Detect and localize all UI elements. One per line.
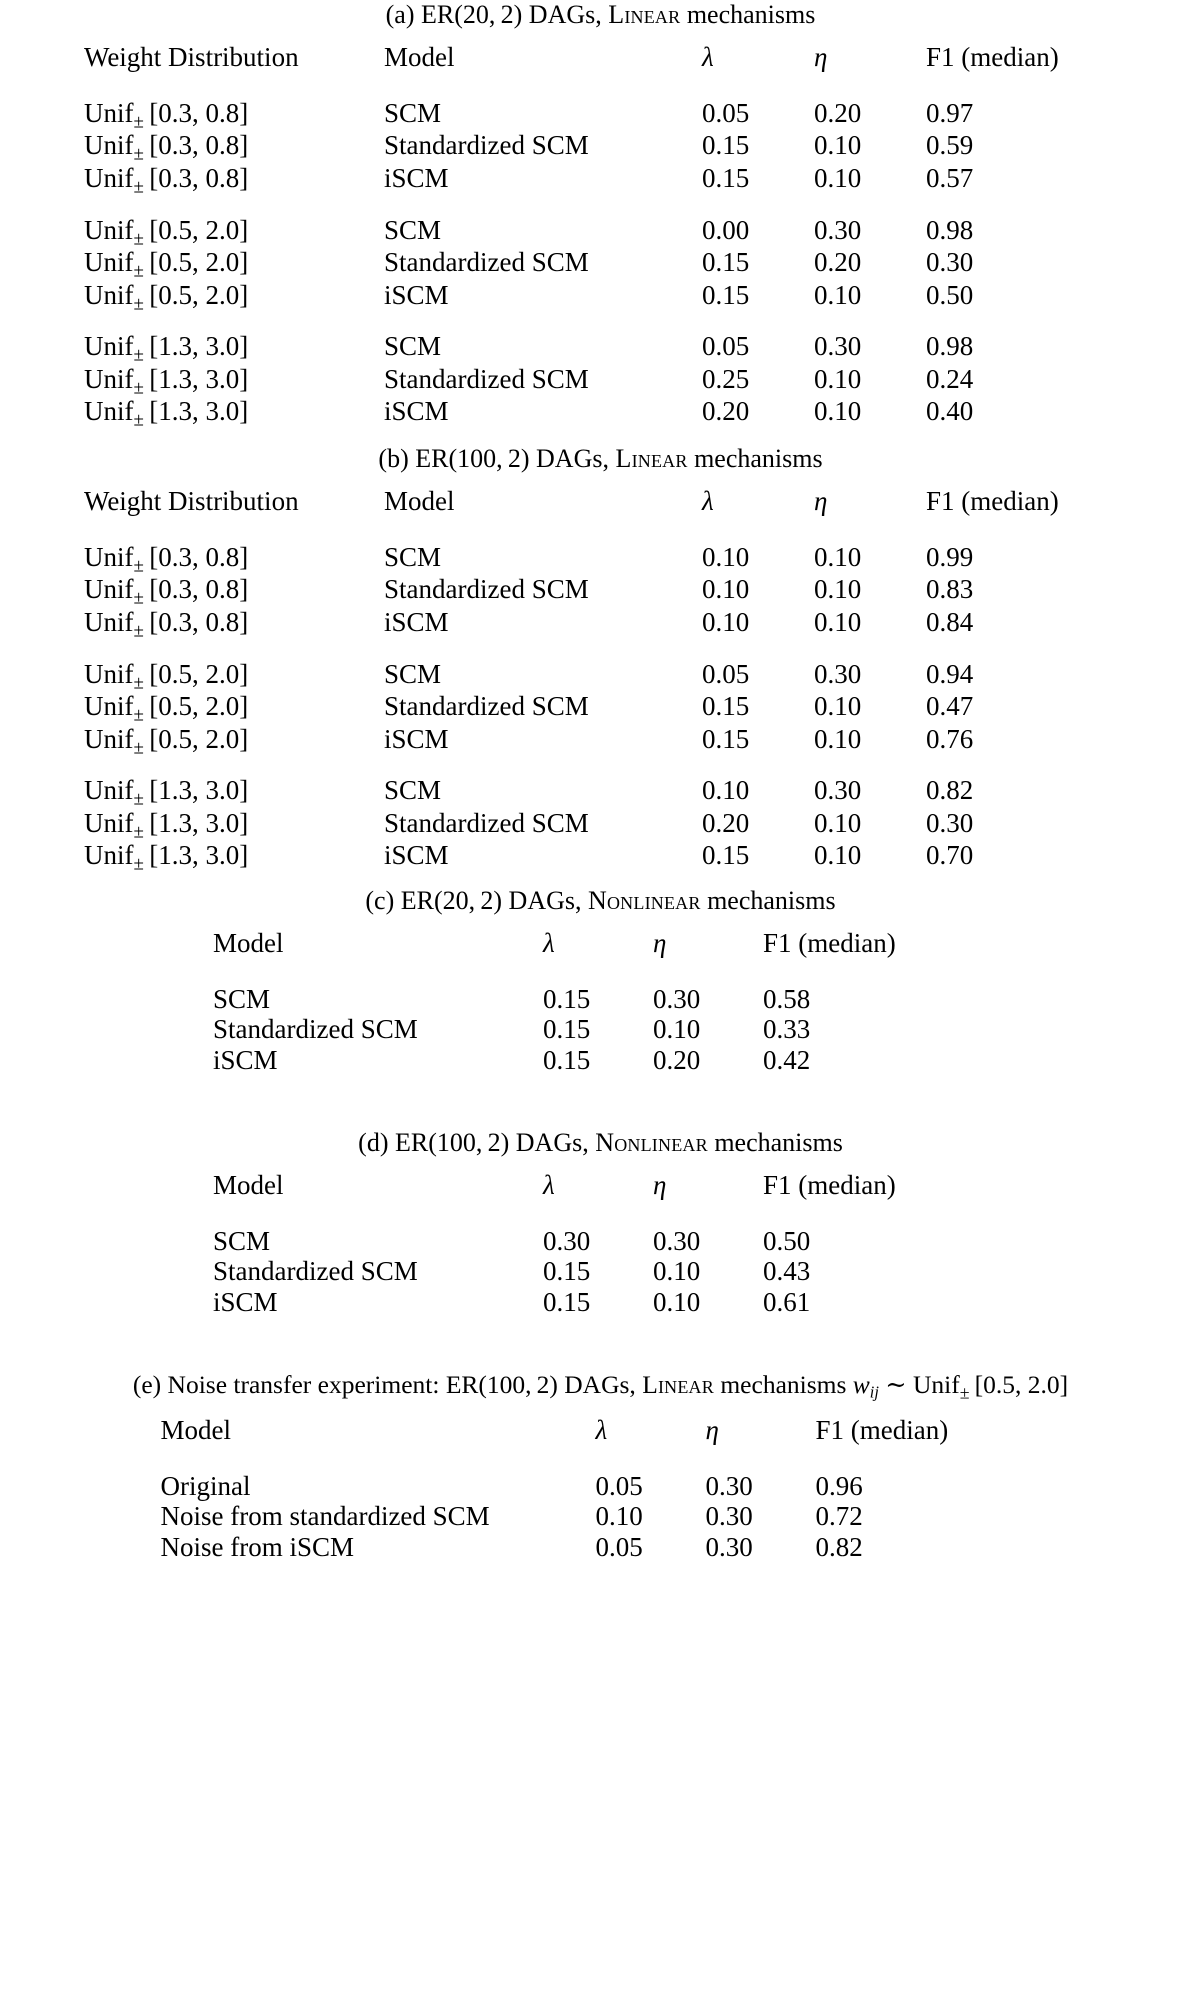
table-row <box>213 1016 988 1047</box>
cell-model: iSCM <box>384 723 449 754</box>
cell-weight: Unif$_\pm$ [1.3, 3.0] <box>84 396 249 432</box>
cell-f1: 0.99 <box>926 541 974 572</box>
cell-f1: 0.24 <box>926 363 974 394</box>
cell-f1: 0.40 <box>926 396 974 427</box>
cell-eta: 0.10 <box>814 607 862 638</box>
caption-a <box>0 0 1201 30</box>
caption-tail-a: mechanisms <box>686 0 816 29</box>
cell-model: SCM <box>213 1225 271 1256</box>
cell-model: iSCM <box>384 607 449 638</box>
table-row <box>84 398 1117 440</box>
cell-f1: 0.61 <box>763 1286 811 1317</box>
col-header-eta: η <box>814 485 828 516</box>
cell-eta: 0.10 <box>814 363 862 394</box>
caption-b <box>0 444 1201 474</box>
cell-model: Standardized SCM <box>213 1256 418 1287</box>
cell-eta: 0.30 <box>705 1501 753 1532</box>
caption-graph-d-c: 2 <box>480 886 494 915</box>
caption-graph-d-block: ER(100, 2) <box>394 1128 510 1157</box>
caption-graph-n-d: 100 <box>436 1128 476 1157</box>
cell-weight: Unif$_\pm$ [0.5, 2.0] <box>84 691 249 726</box>
table-row <box>84 810 1117 843</box>
cell-lambda: 0.20 <box>702 807 750 838</box>
cell-eta: 0.10 <box>814 541 862 572</box>
table-row <box>84 767 1117 810</box>
cell-lambda: 0.25 <box>702 363 750 394</box>
table-row <box>84 366 1117 399</box>
caption-mechanism-b: Linear <box>615 444 688 473</box>
table-row <box>84 693 1117 726</box>
cell-model: Noise from iSCM <box>160 1531 355 1562</box>
cell-f1: 0.84 <box>926 607 974 638</box>
caption-middle-d: DAGs, <box>515 1128 589 1157</box>
table-block-d <box>0 1128 1201 1359</box>
cell-f1: 0.42 <box>763 1044 811 1075</box>
cell-weight: Unif$_\pm$ [0.3, 0.8] <box>84 163 249 198</box>
cell-eta: 0.30 <box>705 1531 753 1562</box>
cell-eta: 0.10 <box>814 574 862 605</box>
col-header-lambda: λ <box>543 1169 555 1200</box>
table-row <box>213 976 988 1017</box>
table-b-header-row <box>84 488 1117 534</box>
table-row <box>161 1534 1041 1574</box>
cell-lambda: 0.15 <box>702 279 750 310</box>
col-header-weight-distribution: Weight Distribution <box>84 485 299 516</box>
cell-f1: 0.94 <box>926 658 974 689</box>
caption-mechanism-a: Linear <box>608 0 681 29</box>
col-header-f1: F1 (median) <box>926 485 1059 516</box>
caption-middle-c: DAGs, <box>508 886 582 915</box>
cell-eta: 0.30 <box>814 331 862 362</box>
table-c <box>213 927 988 1117</box>
table-row <box>84 132 1117 165</box>
table-c-header-row <box>213 930 988 976</box>
caption-graph-d-a: 2 <box>500 0 514 29</box>
table-row <box>213 1258 988 1289</box>
cell-model: iSCM <box>384 840 449 871</box>
cell-f1: 0.30 <box>926 807 974 838</box>
caption-graph-n-a: 20 <box>462 0 489 29</box>
cell-lambda: 0.15 <box>702 723 750 754</box>
table-d <box>213 1169 988 1359</box>
caption-tail-b: mechanisms <box>694 444 823 473</box>
cell-model: Standardized SCM <box>384 807 589 838</box>
caption-label-e: (e) <box>132 1370 162 1399</box>
cell-f1: 0.50 <box>763 1225 811 1256</box>
cell-weight: Unif$_\pm$ [0.5, 2.0] <box>84 214 249 250</box>
table-row <box>84 534 1117 577</box>
cell-lambda: 0.20 <box>702 396 750 427</box>
caption-mechanism-c: Nonlinear <box>588 886 701 915</box>
caption-prefix-e: Noise transfer experiment: <box>167 1370 440 1399</box>
cell-f1: 0.72 <box>815 1501 863 1532</box>
cell-eta: 0.20 <box>814 247 862 278</box>
col-header-f1: F1 (median) <box>763 927 896 958</box>
col-header-lambda: λ <box>702 485 714 516</box>
table-block-e <box>0 1370 1201 1604</box>
cell-f1: 0.76 <box>926 723 974 754</box>
cell-lambda: 0.10 <box>702 574 750 605</box>
caption-graph-e: ER(100, 2) <box>445 1370 558 1399</box>
cell-lambda: 0.15 <box>543 1014 591 1045</box>
cell-lambda: 0.05 <box>595 1531 643 1562</box>
cell-eta: 0.10 <box>814 396 862 427</box>
col-header-model: Model <box>213 1169 284 1200</box>
table-a <box>84 41 1117 471</box>
cell-model: Standardized SCM <box>213 1014 418 1045</box>
cell-f1: 0.43 <box>763 1256 811 1287</box>
cell-model: SCM <box>384 775 442 806</box>
cell-f1: 0.59 <box>926 130 974 161</box>
col-header-eta: η <box>653 927 667 958</box>
cell-f1: 0.33 <box>763 1014 811 1045</box>
cell-model: iSCM <box>384 396 449 427</box>
table-e-body <box>161 1463 1041 1604</box>
cell-model: SCM <box>384 331 442 362</box>
cell-lambda: 0.10 <box>595 1501 643 1532</box>
col-header-model: Model <box>160 1414 231 1445</box>
cell-eta: 0.20 <box>814 97 862 128</box>
col-header-lambda: λ <box>702 41 714 72</box>
cell-f1: 0.70 <box>926 840 974 871</box>
cell-weight: Unif$_\pm$ [1.3, 3.0] <box>84 331 249 366</box>
cell-f1: 0.57 <box>926 163 974 194</box>
caption-graph-n-c: 20 <box>442 886 469 915</box>
caption-graph-b: ER(100, 2) <box>415 444 530 473</box>
col-header-f1: F1 (median) <box>926 41 1059 72</box>
cell-f1: 0.83 <box>926 574 974 605</box>
table-row <box>84 609 1117 651</box>
cell-f1: 0.96 <box>815 1470 863 1501</box>
caption-sim-e: ∼ <box>885 1370 907 1399</box>
cell-eta: 0.10 <box>653 1286 701 1317</box>
cell-lambda: 0.15 <box>702 163 750 194</box>
caption-c <box>0 886 1201 916</box>
cell-weight: Unif$_\pm$ [0.5, 2.0] <box>84 279 249 315</box>
table-row <box>213 1218 988 1259</box>
table-row <box>84 282 1117 324</box>
table-row <box>84 207 1117 250</box>
cell-eta: 0.10 <box>814 691 862 722</box>
cell-f1: 0.50 <box>926 279 974 310</box>
cell-eta: 0.10 <box>814 840 862 871</box>
caption-middle-e: DAGs, <box>564 1370 636 1399</box>
table-row <box>161 1503 1041 1534</box>
cell-f1: 0.98 <box>926 331 974 362</box>
table-row <box>213 1047 988 1087</box>
table-b-body <box>84 534 1117 915</box>
caption-graph-d-d: 2 <box>487 1128 501 1157</box>
cell-f1: 0.47 <box>926 691 974 722</box>
cell-model: Standardized SCM <box>384 247 589 278</box>
table-bottom-rule <box>213 1328 988 1359</box>
table-d-body <box>213 1218 988 1359</box>
table-block-a <box>0 0 1201 470</box>
cell-lambda: 0.05 <box>702 331 750 362</box>
caption-graph-n-e: 100 <box>486 1370 526 1399</box>
caption-mechanism-d: Nonlinear <box>595 1128 708 1157</box>
cell-model: SCM <box>384 97 442 128</box>
cell-lambda: 0.05 <box>595 1470 643 1501</box>
cell-model: Noise from standardized SCM <box>160 1501 490 1532</box>
col-header-model: Model <box>384 485 455 516</box>
caption-mechanism-e: Linear <box>642 1370 714 1399</box>
cell-eta: 0.10 <box>814 163 862 194</box>
cell-model: Original <box>160 1470 251 1501</box>
cell-weight: Unif$_\pm$ [1.3, 3.0] <box>84 807 249 843</box>
col-header-eta: η <box>705 1414 719 1445</box>
caption-tail-e: mechanisms <box>720 1370 847 1399</box>
caption-graph-a: ER(20, 2) <box>421 0 523 29</box>
cell-f1: 0.30 <box>926 247 974 278</box>
cell-eta: 0.20 <box>653 1044 701 1075</box>
cell-eta: 0.10 <box>653 1256 701 1287</box>
caption-tail-c: mechanisms <box>707 886 836 915</box>
caption-d <box>0 1128 1201 1158</box>
cell-weight: Unif$_\pm$ [0.5, 2.0] <box>84 658 249 694</box>
table-block-b <box>0 444 1201 914</box>
cell-model: iSCM <box>384 163 449 194</box>
table-a-body <box>84 90 1117 471</box>
caption-label-c: (c) <box>365 886 395 915</box>
table-row <box>213 1289 988 1329</box>
cell-eta: 0.10 <box>814 279 862 310</box>
caption-label-d: (d) <box>358 1128 389 1157</box>
table-e <box>160 1414 1041 1604</box>
caption-weight-var-e: $w_{ij}$ <box>852 1370 879 1402</box>
cell-lambda: 0.15 <box>702 247 750 278</box>
caption-graph-n-b: 100 <box>457 444 497 473</box>
caption-middle-b: DAGs, <box>536 444 609 473</box>
table-row <box>84 165 1117 207</box>
cell-eta: 0.10 <box>814 807 862 838</box>
cell-weight: Unif$_\pm$ [0.5, 2.0] <box>84 247 249 282</box>
col-header-eta: η <box>653 1169 667 1200</box>
caption-middle-a: DAGs, <box>528 0 602 29</box>
cell-f1: 0.58 <box>763 983 811 1014</box>
cell-model: iSCM <box>213 1044 278 1075</box>
cell-weight: Unif$_\pm$ [1.3, 3.0] <box>84 363 249 399</box>
table-block-c <box>0 886 1201 1117</box>
table-row <box>84 576 1117 609</box>
cell-model: iSCM <box>384 279 449 310</box>
cell-eta: 0.30 <box>653 1225 701 1256</box>
table-d-header-row <box>213 1172 988 1218</box>
cell-eta: 0.30 <box>814 658 862 689</box>
cell-eta: 0.10 <box>653 1014 701 1045</box>
table-a-header-row <box>84 44 1117 90</box>
caption-graph-d-e: 2 <box>536 1370 550 1399</box>
table-c-body <box>213 976 988 1117</box>
cell-f1: 0.98 <box>926 214 974 245</box>
cell-model: Standardized SCM <box>384 691 589 722</box>
table-row <box>161 1463 1041 1504</box>
caption-graph-c: ER(20, 2) <box>400 886 503 915</box>
cell-weight: Unif$_\pm$ [0.3, 0.8] <box>84 97 249 133</box>
cell-lambda: 0.15 <box>543 1044 591 1075</box>
cell-model: Standardized SCM <box>384 130 589 161</box>
table-e-header-row <box>161 1417 1041 1463</box>
table-b <box>84 485 1117 915</box>
cell-lambda: 0.15 <box>702 691 750 722</box>
table-bottom-rule <box>161 1573 1041 1604</box>
cell-f1: 0.82 <box>926 775 974 806</box>
table-row <box>84 249 1117 282</box>
cell-model: iSCM <box>213 1286 278 1317</box>
cell-lambda: 0.10 <box>702 607 750 638</box>
caption-tail-d: mechanisms <box>714 1128 843 1157</box>
cell-weight: Unif$_\pm$ [0.3, 0.8] <box>84 574 249 610</box>
caption-e <box>0 1370 1201 1403</box>
table-bottom-rule <box>213 1086 988 1117</box>
cell-eta: 0.30 <box>653 983 701 1014</box>
cell-lambda: 0.15 <box>543 1286 591 1317</box>
caption-label-a: (a) <box>385 0 415 29</box>
caption-weight-dist-e: Unif$_\pm$ [0.5, 2.0] <box>913 1370 1069 1403</box>
cell-model: SCM <box>384 541 442 572</box>
cell-lambda: 0.10 <box>702 775 750 806</box>
table-row <box>84 726 1117 768</box>
table-row <box>84 323 1117 366</box>
table-row <box>84 842 1117 884</box>
cell-weight: Unif$_\pm$ [0.3, 0.8] <box>84 541 249 577</box>
col-header-model: Model <box>213 927 284 958</box>
cell-lambda: 0.15 <box>702 840 750 871</box>
col-header-lambda: λ <box>543 927 555 958</box>
cell-weight: Unif$_\pm$ [0.3, 0.8] <box>84 607 249 642</box>
cell-model: SCM <box>213 983 271 1014</box>
cell-model: SCM <box>384 658 442 689</box>
cell-lambda: 0.15 <box>543 1256 591 1287</box>
cell-model: Standardized SCM <box>384 574 589 605</box>
cell-f1: 0.82 <box>815 1531 863 1562</box>
caption-weight-sub-e: ij <box>869 1382 879 1402</box>
cell-lambda: 0.10 <box>702 541 750 572</box>
cell-weight: Unif$_\pm$ [1.3, 3.0] <box>84 840 249 876</box>
cell-model: Standardized SCM <box>384 363 589 394</box>
cell-lambda: 0.05 <box>702 97 750 128</box>
cell-lambda: 0.15 <box>702 130 750 161</box>
caption-graph-d-b: 2 <box>507 444 521 473</box>
cell-lambda: 0.00 <box>702 214 750 245</box>
cell-lambda: 0.05 <box>702 658 750 689</box>
cell-weight: Unif$_\pm$ [0.3, 0.8] <box>84 130 249 166</box>
table-row <box>84 651 1117 694</box>
cell-eta: 0.30 <box>814 775 862 806</box>
col-header-lambda: λ <box>595 1414 608 1445</box>
table-row <box>84 90 1117 133</box>
cell-eta: 0.30 <box>814 214 862 245</box>
cell-weight: Unif$_\pm$ [0.5, 2.0] <box>84 723 249 759</box>
col-header-weight-distribution: Weight Distribution <box>84 41 299 72</box>
cell-model: SCM <box>384 214 442 245</box>
col-header-model: Model <box>384 41 455 72</box>
cell-lambda: 0.30 <box>543 1225 591 1256</box>
col-header-eta: η <box>814 41 828 72</box>
cell-weight: Unif$_\pm$ [1.3, 3.0] <box>84 775 249 810</box>
cell-f1: 0.97 <box>926 97 974 128</box>
cell-lambda: 0.15 <box>543 983 591 1014</box>
caption-label-b: (b) <box>378 444 409 473</box>
cell-eta: 0.10 <box>814 723 862 754</box>
cell-eta: 0.10 <box>814 130 862 161</box>
col-header-f1: F1 (median) <box>763 1169 896 1200</box>
cell-eta: 0.30 <box>705 1470 753 1501</box>
col-header-f1: F1 (median) <box>815 1414 949 1445</box>
